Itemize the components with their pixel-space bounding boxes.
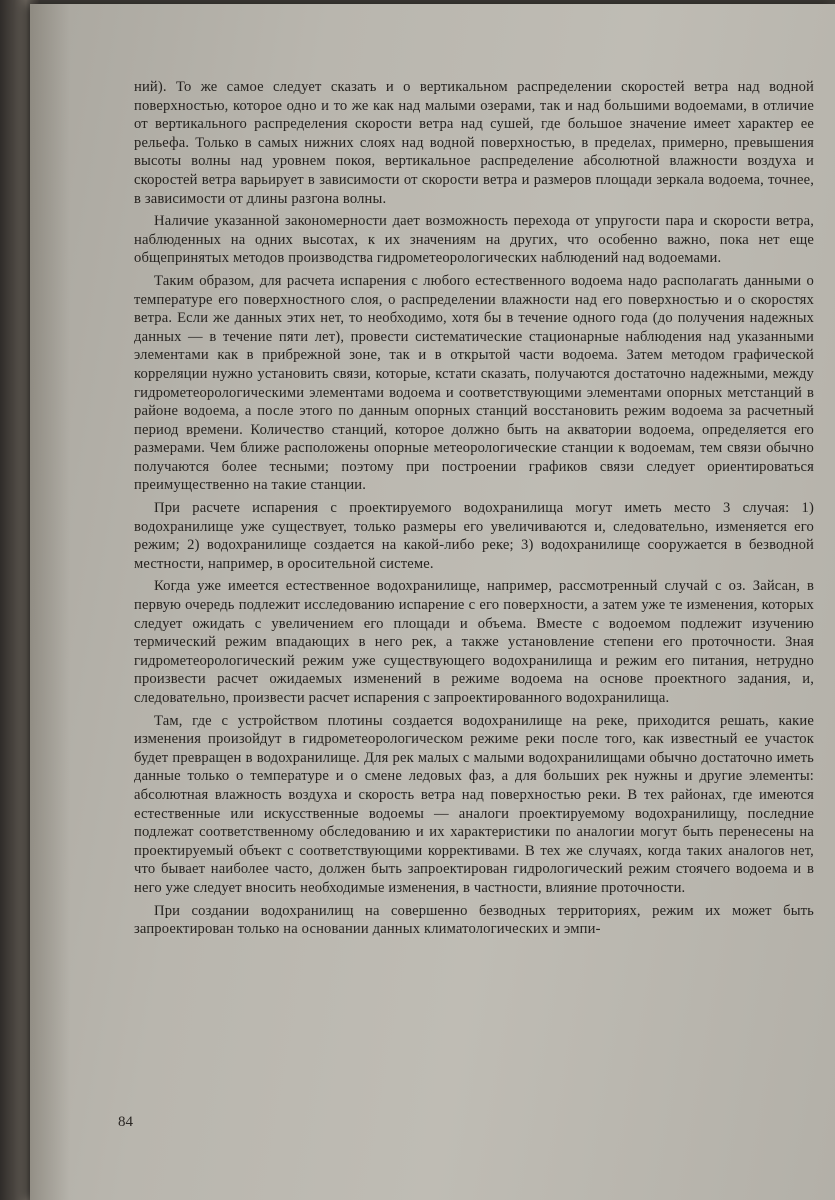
paragraph-1: ний). То же самое следует сказать и о вертикальном распределении скоростей ветра над водной поверхностью, которое одно и то же как над малыми озерами, так и над большими водоемами, в отличие от вертикального распределения скорости ветра над сушей, где большое значение имеет характер ее рельефа. Только в самых нижних слоях над водной поверхностью, в пределах, примерно, превышения высоты волны над уровнем покоя, вертикальное распределение абсолютной влажности воздуха и скоростей ветра варьирует в зависимости от скорости ветра и размеров площади зеркала водоема, точнее, в зависимости от длины разгона волны. [134, 79, 814, 207]
paragraph-6: Там, где с устройством плотины создается водохранилище на реке, приходится решать, какие изменения произойдут в гидрометеорологическом режиме реки после того, как известный ее участок будет превращен в водохранилище. Для рек малых с малыми водохранилищами обычно достаточно иметь данные только о температуре и о смене ледовых фаз, а для больших рек нужны и другие элементы: абсолютная влажность воздуха и скорость ветра над поверхностью реки. В тех районах, где имеются естественные или искусственные водоемы — аналоги проектируемому водохранилищу, последние подлежат соответственному обследованию и их характеристики по аналогии могут быть перенесены на проектируемый объект с соответствующими коррективами. В тех же случаях, когда таких аналогов нет, что бывает наиболее часто, должен быть запроектирован гидрологический режим стоячего водоема и в него уже следует вносить необходимые изменения, в частности, влияние проточности. [134, 712, 814, 896]
paragraph-3: Таким образом, для расчета испарения с любого естественного водоема надо располагать данными о температуре его поверхностного слоя, о распределении влажности над его поверхностью и о скоростях ветра. Если же данных этих нет, то необходимо, хотя бы в течение одного года (до получения надежных данных — в течение пяти лет), провести систематические стационарные наблюдения над указанными элементами как в прибрежной зоне, так и в открытой части водоема. Затем методом графической корреляции нужно установить связи, которые, кстати сказать, получаются достаточно надежными, между гидрометеорологическими элементами водоема и соответствующими элементами опорных метстанций в районе водоема, а после этого по данным опорных станций восстановить режим водоема за расчетный период времени. Количество станций, которое должно быть на акватории водоема, определяется его размерами. Чем ближе расположены опорные метеорологические станции к водоемам, тем связи обычно получаются более тесными; поэтому при построении графиков связи следует ориентироваться преимущественно на такие станции. [134, 272, 814, 494]
paragraph-4: При расчете испарения с проектируемого водохранилища могут иметь место 3 случая: 1) водохранилище уже существует, только размеры его увеличиваются и, следовательно, изменяется его режим; 2) водохранилище создается на какой-либо реке; 3) водохранилище сооружается в безводной местности, например, в оросительной системе. [134, 500, 814, 572]
page-body-text [134, 78, 814, 939]
page-number: 84 [118, 1114, 133, 1130]
paragraph-2: Наличие указанной закономерности дает возможность перехода от упругости пара и скорости ветра, наблюденных на одних высотах, к их значениям на других, что особенно важно, пока нет еще общепринятых методов производства гидрометеорологических наблюдений над водоемами. [134, 213, 814, 267]
paragraph-7: При создании водохранилищ на совершенно безводных территориях, режим их может быть запроектирован только на основании данных климатологических и эмпи- [134, 902, 814, 938]
paragraph-5: Когда уже имеется естественное водохранилище, например, рассмотренный случай с оз. Зайсан, в первую очередь подлежит исследованию испарение с его поверхности, а затем уже те изменения, которых следует ожидать с увеличением его площади и объема. Вместе с водоемом подлежит изучению термический режим впадающих в него рек, а также установление степени его проточности. Зная гидрометеорологический режим уже существующего водохранилища и режим его питания, нетрудно произвести расчет ожидаемых изменений в режиме водоема на основе проектного задания, и, следовательно, произвести расчет испарения с запроектированного водохранилища. [134, 578, 814, 706]
book-page [30, 4, 835, 1200]
